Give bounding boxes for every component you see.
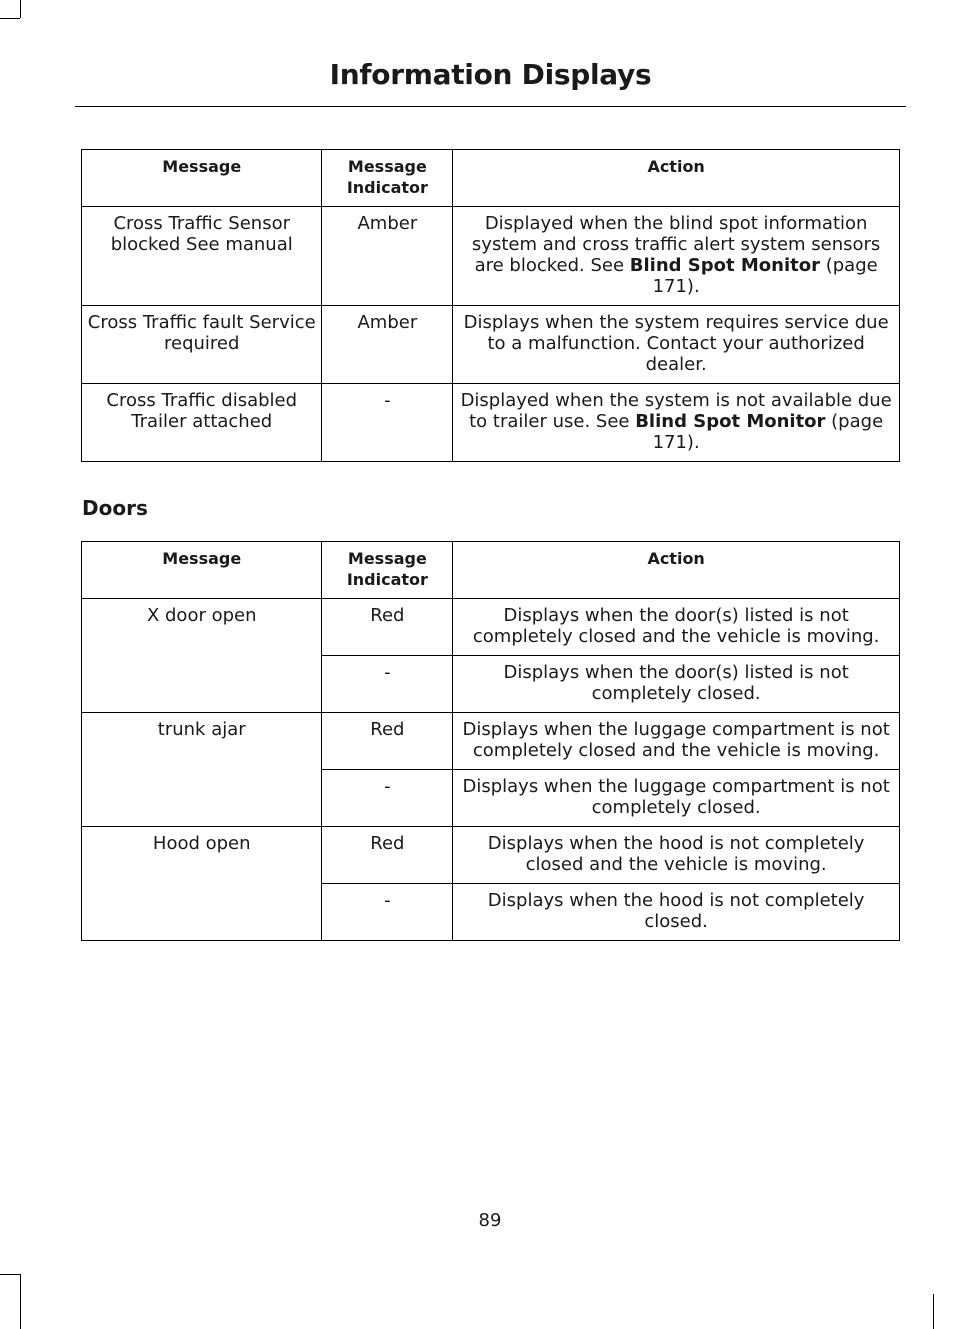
indicator-cell: Red (322, 713, 453, 770)
header-action: Action (453, 542, 900, 599)
table-row (82, 713, 900, 770)
action-cell: Displays when the luggage compartment is not completely closed and the vehicle is moving. (453, 713, 900, 770)
title-rule (75, 106, 906, 107)
crop-mark (0, 1274, 20, 1275)
action-text: Displayed when the blind spot information system and cross traffic alert system sensors are blocked. See (471, 213, 881, 276)
action-cell: Displays when the door(s) listed is not completely closed and the vehicle is moving. (453, 599, 900, 656)
message-cell: X door open (82, 599, 322, 713)
action-cell (453, 384, 900, 462)
crop-mark (20, 1274, 21, 1329)
cross-reference-link[interactable]: Blind Spot Monitor (629, 255, 820, 276)
table-row (82, 599, 900, 656)
indicator-cell: - (322, 884, 453, 941)
table-row (82, 384, 900, 462)
action-cell: Displays when the hood is not completely closed. (453, 884, 900, 941)
message-cell: Hood open (82, 827, 322, 941)
action-cell (453, 207, 900, 306)
doors-table (81, 541, 900, 941)
header-message: Message (82, 542, 322, 599)
indicator-cell: Amber (322, 207, 453, 306)
indicator-cell: - (322, 770, 453, 827)
header-action: Action (453, 150, 900, 207)
crop-mark (0, 18, 20, 19)
action-cell: Displays when the system requires service due to a malfunction. Contact your authorized dealer. (453, 306, 900, 384)
table-row (82, 827, 900, 884)
action-cell: Displays when the door(s) listed is not completely closed. (453, 656, 900, 713)
crop-mark (933, 1294, 934, 1329)
indicator-cell: Red (322, 827, 453, 884)
page-title: Information Displays (329, 58, 652, 91)
header-indicator: Message Indicator (322, 542, 453, 599)
table-header-row (82, 150, 900, 207)
indicator-cell: - (322, 656, 453, 713)
page-reference: (page 171). (652, 255, 878, 297)
indicator-cell: Red (322, 599, 453, 656)
crop-mark (20, 0, 21, 18)
action-text: Displayed when the system is not available due to trailer use. See (460, 390, 892, 432)
table-row (82, 306, 900, 384)
message-cell: Cross Traffic disabled Trailer attached (82, 384, 322, 462)
message-cell: Cross Traffic Sensor blocked See manual (82, 207, 322, 306)
cross-traffic-table (81, 149, 900, 462)
table-row (82, 207, 900, 306)
header-message: Message (82, 150, 322, 207)
action-cell: Displays when the hood is not completely closed and the vehicle is moving. (453, 827, 900, 884)
message-cell: trunk ajar (82, 713, 322, 827)
cross-reference-link[interactable]: Blind Spot Monitor (635, 411, 826, 432)
page-number: 89 (478, 1210, 502, 1231)
indicator-cell: - (322, 384, 453, 462)
message-cell: Cross Traffic fault Service required (82, 306, 322, 384)
table-header-row (82, 542, 900, 599)
action-cell: Displays when the luggage compartment is not completely closed. (453, 770, 900, 827)
page-reference: (page 171). (652, 411, 884, 453)
indicator-cell: Amber (322, 306, 453, 384)
header-indicator: Message Indicator (322, 150, 453, 207)
section-heading: Doors (82, 496, 148, 520)
